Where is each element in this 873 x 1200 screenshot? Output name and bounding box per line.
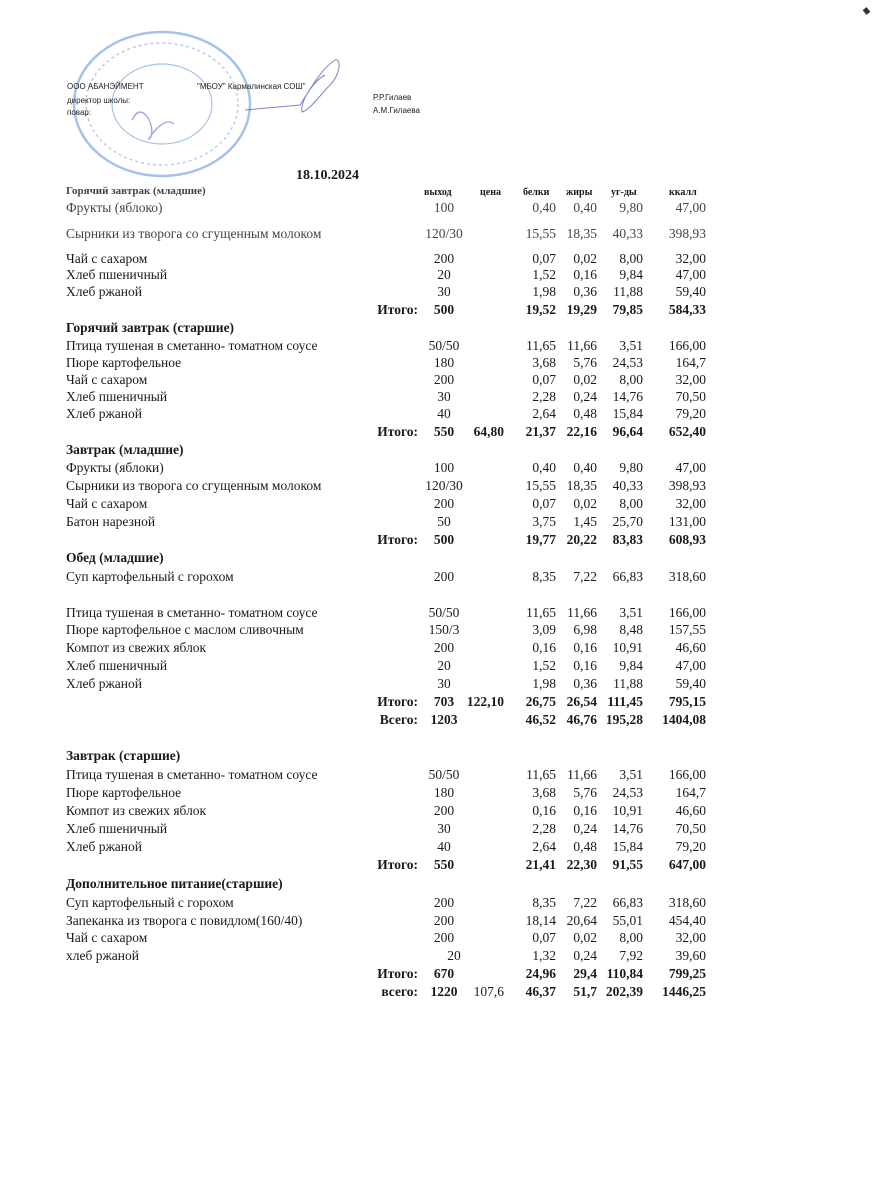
item-carbs: 3,51 bbox=[619, 338, 643, 353]
item-output: 30 bbox=[437, 821, 451, 836]
item-protein: 1,52 bbox=[532, 267, 556, 282]
total-fat: 20,22 bbox=[566, 532, 597, 547]
col-protein: белки bbox=[523, 187, 550, 198]
grand-total-protein: 46,37 bbox=[525, 984, 556, 999]
total-output: 703 bbox=[433, 694, 455, 709]
table-row bbox=[0, 514, 873, 531]
item-name: Пюре картофельное с маслом сливочным bbox=[66, 622, 304, 637]
item-fat: 0,16 bbox=[573, 640, 597, 655]
grand-total-price: 107,6 bbox=[473, 984, 504, 999]
item-protein: 1,52 bbox=[532, 658, 556, 673]
total-row bbox=[0, 694, 873, 711]
table-row bbox=[0, 478, 873, 495]
total-label: Итого: bbox=[377, 694, 418, 709]
item-name: Птица тушеная в сметанно- томатном соусе bbox=[66, 605, 318, 620]
item-output: 100 bbox=[433, 200, 455, 215]
item-protein: 3,68 bbox=[532, 785, 556, 800]
total-row bbox=[0, 966, 873, 983]
item-name: Птица тушеная в сметанно- томатном соусе bbox=[66, 767, 318, 782]
item-protein: 0,16 bbox=[532, 803, 556, 818]
item-output: 30 bbox=[437, 389, 451, 404]
total-label: Итого: bbox=[377, 424, 418, 439]
total-output: 500 bbox=[433, 302, 455, 317]
item-output: 50/50 bbox=[428, 338, 460, 353]
item-kcal: 164,7 bbox=[675, 785, 706, 800]
item-protein: 15,55 bbox=[525, 226, 556, 241]
item-carbs: 14,76 bbox=[612, 821, 643, 836]
item-protein: 2,28 bbox=[532, 389, 556, 404]
item-name: Компот из свежих яблок bbox=[66, 640, 207, 655]
item-output: 20 bbox=[437, 658, 451, 673]
table-row bbox=[0, 605, 873, 622]
item-fat: 18,35 bbox=[566, 478, 597, 493]
item-kcal: 47,00 bbox=[675, 200, 706, 215]
item-kcal: 47,00 bbox=[675, 460, 706, 475]
total-carbs: 111,45 bbox=[607, 694, 643, 709]
total-carbs: 79,85 bbox=[612, 302, 643, 317]
total-protein: 24,96 bbox=[525, 966, 556, 981]
grand-total-label: Всего: bbox=[379, 712, 418, 727]
item-fat: 5,76 bbox=[573, 785, 597, 800]
table-row bbox=[0, 913, 873, 930]
director-name: Р.Р.Гилаев bbox=[373, 93, 412, 102]
item-name: Фрукты (яблоко) bbox=[66, 200, 163, 215]
table-row bbox=[0, 569, 873, 586]
table-row bbox=[0, 821, 873, 838]
table-row bbox=[0, 948, 873, 965]
total-row bbox=[0, 424, 873, 441]
item-carbs: 8,00 bbox=[619, 930, 643, 945]
item-fat: 0,48 bbox=[573, 406, 597, 421]
table-row bbox=[0, 267, 873, 284]
item-name: Сырники из творога со сгущенным молоком bbox=[66, 478, 322, 493]
grand-total-fat: 46,76 bbox=[566, 712, 597, 727]
item-output: 200 bbox=[433, 569, 455, 584]
item-protein: 15,55 bbox=[525, 478, 556, 493]
item-protein: 2,64 bbox=[532, 839, 556, 854]
table-row bbox=[0, 338, 873, 355]
total-kcal: 795,15 bbox=[668, 694, 706, 709]
table-row bbox=[0, 658, 873, 675]
item-name: Чай с сахаром bbox=[66, 251, 148, 266]
item-carbs: 9,84 bbox=[619, 267, 643, 282]
role-cook: повар: bbox=[67, 108, 92, 117]
item-output: 200 bbox=[433, 372, 455, 387]
item-fat: 0,16 bbox=[573, 803, 597, 818]
total-label: Итого: bbox=[377, 532, 418, 547]
item-fat: 0,40 bbox=[573, 460, 597, 475]
org-left: ООО АБАНЭЙМЕНТ bbox=[67, 82, 144, 91]
total-carbs: 96,64 bbox=[612, 424, 643, 439]
item-fat: 0,02 bbox=[573, 496, 597, 511]
item-output: 180 bbox=[433, 355, 455, 370]
item-protein: 1,98 bbox=[532, 676, 556, 691]
item-output: 120/30 bbox=[425, 226, 463, 241]
item-output: 20 bbox=[447, 948, 461, 963]
item-name: Пюре картофельное bbox=[66, 785, 182, 800]
item-output: 50 bbox=[437, 514, 451, 529]
col-output: выход bbox=[424, 187, 452, 198]
item-carbs: 8,00 bbox=[619, 496, 643, 511]
item-fat: 11,66 bbox=[567, 605, 597, 620]
item-output: 40 bbox=[437, 406, 451, 421]
total-price: 64,80 bbox=[473, 424, 504, 439]
item-fat: 0,16 bbox=[573, 658, 597, 673]
item-carbs: 66,83 bbox=[612, 569, 643, 584]
item-protein: 1,32 bbox=[532, 948, 556, 963]
section-title: Горячий завтрак (старшие) bbox=[66, 320, 235, 335]
item-kcal: 47,00 bbox=[675, 658, 706, 673]
total-output: 550 bbox=[433, 857, 455, 872]
grand-total-fat: 51,7 bbox=[573, 984, 597, 999]
grand-total-carbs: 195,28 bbox=[605, 712, 643, 727]
item-protein: 11,65 bbox=[526, 767, 556, 782]
item-protein: 8,35 bbox=[532, 895, 556, 910]
item-carbs: 10,91 bbox=[612, 640, 643, 655]
item-carbs: 15,84 bbox=[612, 839, 643, 854]
item-output: 180 bbox=[433, 785, 455, 800]
item-kcal: 164,7 bbox=[675, 355, 706, 370]
total-fat: 29,4 bbox=[573, 966, 597, 981]
item-fat: 11,66 bbox=[567, 338, 597, 353]
item-carbs: 11,88 bbox=[613, 676, 643, 691]
item-fat: 0,36 bbox=[573, 676, 597, 691]
total-row bbox=[0, 857, 873, 874]
grand-total-label: всего: bbox=[381, 984, 418, 999]
item-output: 30 bbox=[437, 676, 451, 691]
item-fat: 0,24 bbox=[573, 389, 597, 404]
item-protein: 3,68 bbox=[532, 355, 556, 370]
table-row bbox=[0, 839, 873, 856]
table-row bbox=[0, 622, 873, 639]
item-protein: 1,98 bbox=[532, 284, 556, 299]
item-kcal: 166,00 bbox=[668, 767, 706, 782]
total-kcal: 647,00 bbox=[668, 857, 706, 872]
item-output: 200 bbox=[433, 913, 455, 928]
total-kcal: 584,33 bbox=[668, 302, 706, 317]
grand-total-output: 1203 bbox=[430, 712, 458, 727]
item-fat: 20,64 bbox=[566, 913, 597, 928]
item-output: 50/50 bbox=[428, 605, 460, 620]
item-protein: 0,07 bbox=[532, 372, 556, 387]
org-right: "МБОУ" Кармалинская СОШ" bbox=[197, 82, 306, 91]
item-output: 40 bbox=[437, 839, 451, 854]
item-kcal: 46,60 bbox=[675, 803, 706, 818]
item-protein: 2,28 bbox=[532, 821, 556, 836]
item-carbs: 8,00 bbox=[619, 372, 643, 387]
item-name: Суп картофельный с горохом bbox=[66, 569, 234, 584]
total-output: 550 bbox=[433, 424, 455, 439]
table-row bbox=[0, 460, 873, 477]
table-row bbox=[0, 355, 873, 372]
table-row bbox=[0, 785, 873, 802]
table-row bbox=[0, 676, 873, 693]
item-carbs: 66,83 bbox=[612, 895, 643, 910]
item-kcal: 318,60 bbox=[668, 569, 706, 584]
total-carbs: 110,84 bbox=[606, 966, 643, 981]
item-carbs: 8,48 bbox=[619, 622, 643, 637]
item-output: 100 bbox=[433, 460, 455, 475]
section-title: Завтрак (младшие) bbox=[66, 442, 184, 457]
item-kcal: 32,00 bbox=[675, 372, 706, 387]
item-protein: 18,14 bbox=[525, 913, 556, 928]
total-protein: 19,77 bbox=[525, 532, 556, 547]
item-name: Хлеб ржаной bbox=[66, 406, 142, 421]
item-kcal: 32,00 bbox=[675, 496, 706, 511]
item-carbs: 9,80 bbox=[619, 460, 643, 475]
table-row bbox=[0, 389, 873, 406]
grand-total-row bbox=[0, 712, 873, 729]
table-row bbox=[0, 496, 873, 513]
total-protein: 19,52 bbox=[525, 302, 556, 317]
table-row bbox=[0, 251, 873, 268]
item-carbs: 15,84 bbox=[612, 406, 643, 421]
item-fat: 0,48 bbox=[573, 839, 597, 854]
item-output: 30 bbox=[437, 284, 451, 299]
total-row bbox=[0, 302, 873, 319]
item-kcal: 157,55 bbox=[668, 622, 706, 637]
item-kcal: 59,40 bbox=[675, 284, 706, 299]
cook-name: А.М.Гилаева bbox=[373, 106, 420, 115]
item-protein: 0,40 bbox=[532, 460, 556, 475]
item-fat: 0,24 bbox=[573, 948, 597, 963]
item-output: 200 bbox=[433, 895, 455, 910]
item-kcal: 59,40 bbox=[675, 676, 706, 691]
item-output: 50/50 bbox=[428, 767, 460, 782]
table-row bbox=[0, 930, 873, 947]
item-output: 200 bbox=[433, 803, 455, 818]
item-name: Компот из свежих яблок bbox=[66, 803, 207, 818]
item-kcal: 70,50 bbox=[675, 389, 706, 404]
item-name: Хлеб пшеничный bbox=[66, 267, 168, 282]
item-output: 150/3 bbox=[428, 622, 460, 637]
total-protein: 21,37 bbox=[525, 424, 556, 439]
item-name: Хлеб ржаной bbox=[66, 676, 142, 691]
table-row bbox=[0, 226, 873, 243]
total-row bbox=[0, 532, 873, 549]
item-name: Батон нарезной bbox=[66, 514, 156, 529]
table-row bbox=[0, 406, 873, 423]
total-output: 670 bbox=[433, 966, 455, 981]
item-kcal: 32,00 bbox=[675, 930, 706, 945]
item-name: Пюре картофельное bbox=[66, 355, 182, 370]
item-name: Хлеб ржаной bbox=[66, 284, 142, 299]
col-carbs: уг-ды bbox=[611, 187, 637, 198]
total-fat: 22,30 bbox=[566, 857, 597, 872]
item-carbs: 11,88 bbox=[613, 284, 643, 299]
item-fat: 0,36 bbox=[573, 284, 597, 299]
item-carbs: 24,53 bbox=[612, 355, 643, 370]
total-price: 122,10 bbox=[466, 694, 504, 709]
total-carbs: 91,55 bbox=[612, 857, 643, 872]
item-fat: 1,45 bbox=[573, 514, 597, 529]
item-carbs: 25,70 bbox=[612, 514, 643, 529]
total-output: 500 bbox=[433, 532, 455, 547]
total-label: Итого: bbox=[377, 966, 418, 981]
item-fat: 0,40 bbox=[573, 200, 597, 215]
table-row bbox=[0, 372, 873, 389]
item-kcal: 166,00 bbox=[668, 338, 706, 353]
item-fat: 0,02 bbox=[573, 251, 597, 266]
item-fat: 6,98 bbox=[573, 622, 597, 637]
item-output: 20 bbox=[437, 267, 451, 282]
item-fat: 0,24 bbox=[573, 821, 597, 836]
table-row bbox=[0, 200, 873, 217]
item-kcal: 454,40 bbox=[668, 913, 706, 928]
item-protein: 2,64 bbox=[532, 406, 556, 421]
section-title: Завтрак (старшие) bbox=[66, 748, 181, 763]
item-output: 200 bbox=[433, 640, 455, 655]
total-fat: 19,29 bbox=[566, 302, 597, 317]
item-name: Запеканка из творога с повидлом(160/40) bbox=[66, 913, 303, 928]
item-kcal: 79,20 bbox=[675, 839, 706, 854]
table-row bbox=[0, 767, 873, 784]
total-fat: 26,54 bbox=[566, 694, 597, 709]
item-protein: 0,40 bbox=[532, 200, 556, 215]
item-protein: 8,35 bbox=[532, 569, 556, 584]
item-carbs: 8,00 bbox=[619, 251, 643, 266]
item-name: Хлеб ржаной bbox=[66, 839, 142, 854]
total-protein: 26,75 bbox=[525, 694, 556, 709]
item-carbs: 9,80 bbox=[619, 200, 643, 215]
item-fat: 0,02 bbox=[573, 372, 597, 387]
item-kcal: 46,60 bbox=[675, 640, 706, 655]
item-fat: 0,16 bbox=[573, 267, 597, 282]
total-kcal: 652,40 bbox=[668, 424, 706, 439]
item-kcal: 398,93 bbox=[668, 226, 706, 241]
grand-total-kcal: 1446,25 bbox=[662, 984, 706, 999]
item-protein: 0,07 bbox=[532, 496, 556, 511]
table-row bbox=[0, 895, 873, 912]
item-kcal: 131,00 bbox=[668, 514, 706, 529]
item-name: Чай с сахаром bbox=[66, 372, 148, 387]
section-title: Дополнительное питание(старшие) bbox=[66, 876, 283, 891]
item-fat: 5,76 bbox=[573, 355, 597, 370]
item-output: 200 bbox=[433, 930, 455, 945]
item-protein: 0,07 bbox=[532, 251, 556, 266]
role-director: директор школы: bbox=[67, 96, 131, 105]
grand-total-protein: 46,52 bbox=[525, 712, 556, 727]
item-protein: 3,09 bbox=[532, 622, 556, 637]
table-row bbox=[0, 284, 873, 301]
total-carbs: 83,83 bbox=[612, 532, 643, 547]
item-name: Хлеб пшеничный bbox=[66, 821, 168, 836]
table-row bbox=[0, 640, 873, 657]
item-name: Фрукты (яблоки) bbox=[66, 460, 164, 475]
item-kcal: 32,00 bbox=[675, 251, 706, 266]
item-name: Сырники из творога со сгущенным молоком bbox=[66, 226, 322, 241]
item-protein: 0,07 bbox=[532, 930, 556, 945]
item-kcal: 318,60 bbox=[668, 895, 706, 910]
item-carbs: 40,33 bbox=[612, 226, 643, 241]
item-name: Хлеб пшеничный bbox=[66, 389, 168, 404]
item-carbs: 40,33 bbox=[612, 478, 643, 493]
item-name: Чай с сахаром bbox=[66, 496, 148, 511]
total-fat: 22,16 bbox=[566, 424, 597, 439]
item-protein: 0,16 bbox=[532, 640, 556, 655]
menu-date: 18.10.2024 bbox=[296, 168, 359, 183]
item-name: Птица тушеная в сметанно- томатном соусе bbox=[66, 338, 318, 353]
item-output: 200 bbox=[433, 251, 455, 266]
item-carbs: 14,76 bbox=[612, 389, 643, 404]
scan-corner-mark bbox=[863, 7, 871, 15]
item-kcal: 39,60 bbox=[675, 948, 706, 963]
item-name: хлеб ржаной bbox=[66, 948, 139, 963]
item-fat: 11,66 bbox=[567, 767, 597, 782]
item-name: Чай с сахаром bbox=[66, 930, 148, 945]
total-protein: 21,41 bbox=[525, 857, 556, 872]
section-title: Горячий завтрак (младшие) bbox=[66, 185, 206, 197]
item-carbs: 10,91 bbox=[612, 803, 643, 818]
item-carbs: 7,92 bbox=[619, 948, 643, 963]
item-kcal: 166,00 bbox=[668, 605, 706, 620]
grand-total-row bbox=[0, 984, 873, 1001]
item-fat: 18,35 bbox=[566, 226, 597, 241]
total-kcal: 799,25 bbox=[668, 966, 706, 981]
item-protein: 11,65 bbox=[526, 338, 556, 353]
item-kcal: 79,20 bbox=[675, 406, 706, 421]
item-fat: 7,22 bbox=[573, 895, 597, 910]
item-protein: 3,75 bbox=[532, 514, 556, 529]
item-carbs: 9,84 bbox=[619, 658, 643, 673]
item-carbs: 55,01 bbox=[612, 913, 643, 928]
item-name: Хлеб пшеничный bbox=[66, 658, 168, 673]
item-fat: 7,22 bbox=[573, 569, 597, 584]
item-protein: 11,65 bbox=[526, 605, 556, 620]
col-kcal: ккалл bbox=[669, 187, 697, 198]
section-title: Обед (младшие) bbox=[66, 550, 164, 565]
total-label: Итого: bbox=[377, 857, 418, 872]
grand-total-kcal: 1404,08 bbox=[662, 712, 706, 727]
grand-total-carbs: 202,39 bbox=[605, 984, 643, 999]
item-kcal: 70,50 bbox=[675, 821, 706, 836]
total-kcal: 608,93 bbox=[668, 532, 706, 547]
item-carbs: 3,51 bbox=[619, 605, 643, 620]
col-price: цена bbox=[480, 187, 501, 198]
item-fat: 0,02 bbox=[573, 930, 597, 945]
item-carbs: 3,51 bbox=[619, 767, 643, 782]
item-kcal: 47,00 bbox=[675, 267, 706, 282]
table-row bbox=[0, 803, 873, 820]
total-label: Итого: bbox=[377, 302, 418, 317]
grand-total-output: 1220 bbox=[430, 984, 458, 999]
item-output: 120/30 bbox=[425, 478, 463, 493]
item-kcal: 398,93 bbox=[668, 478, 706, 493]
item-name: Суп картофельный с горохом bbox=[66, 895, 234, 910]
item-carbs: 24,53 bbox=[612, 785, 643, 800]
col-fat: жиры bbox=[566, 187, 593, 198]
item-output: 200 bbox=[433, 496, 455, 511]
